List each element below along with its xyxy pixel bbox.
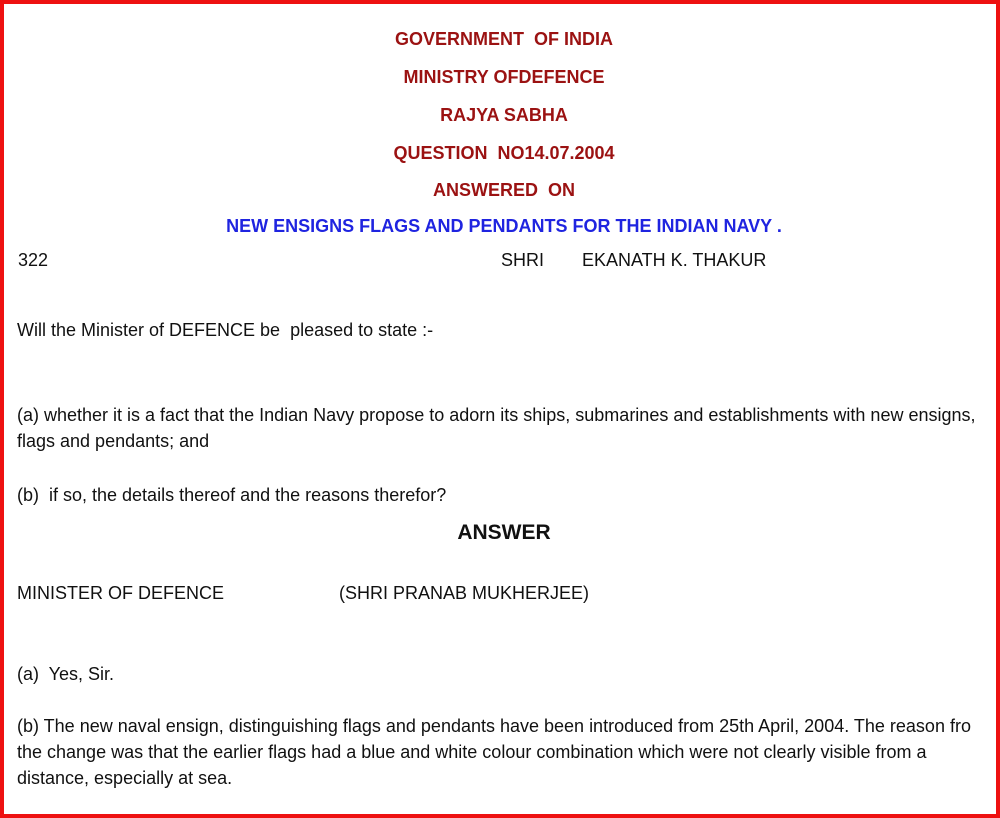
- answer-part-b: (b) The new naval ensign, distinguishing flags and pendants have been introduced from 25th April, 2004. The reason fro the change was that the earlier flags had a blue and white colour combination which were not clearly visible from a distance, especially at sea.: [17, 716, 971, 788]
- ministry-heading: MINISTRY OFDEFENCE: [403, 67, 605, 87]
- answer-part-a: (a) Yes, Sir.: [17, 664, 115, 684]
- member-title: SHRI: [501, 250, 545, 270]
- answer-heading: ANSWER: [457, 521, 551, 544]
- question-date-heading: QUESTION NO14.07.2004: [393, 143, 615, 163]
- government-heading: GOVERNMENT OF INDIA: [394, 29, 613, 49]
- question-part-b: (b) if so, the details thereof and the reasons therefor?: [17, 485, 447, 505]
- minister-name: (SHRI PRANAB MUKHERJEE): [339, 583, 590, 603]
- member-name: EKANATH K. THAKUR: [582, 250, 767, 270]
- subject-title: NEW ENSIGNS FLAGS AND PENDANTS FOR THE INDIAN NAVY .: [226, 216, 782, 236]
- question-part-a: (a) whether it is a fact that the Indian Navy propose to adorn its ships, submarines and establishments with new ensigns, flags and pendants; and: [17, 405, 976, 451]
- question-intro: Will the Minister of DEFENCE be pleased to state :-: [17, 320, 434, 340]
- minister-title: MINISTER OF DEFENCE: [17, 583, 225, 603]
- question-number: 322: [18, 250, 49, 270]
- house-heading: RAJYA SABHA: [440, 105, 568, 125]
- answered-on-heading: ANSWERED ON: [432, 180, 575, 200]
